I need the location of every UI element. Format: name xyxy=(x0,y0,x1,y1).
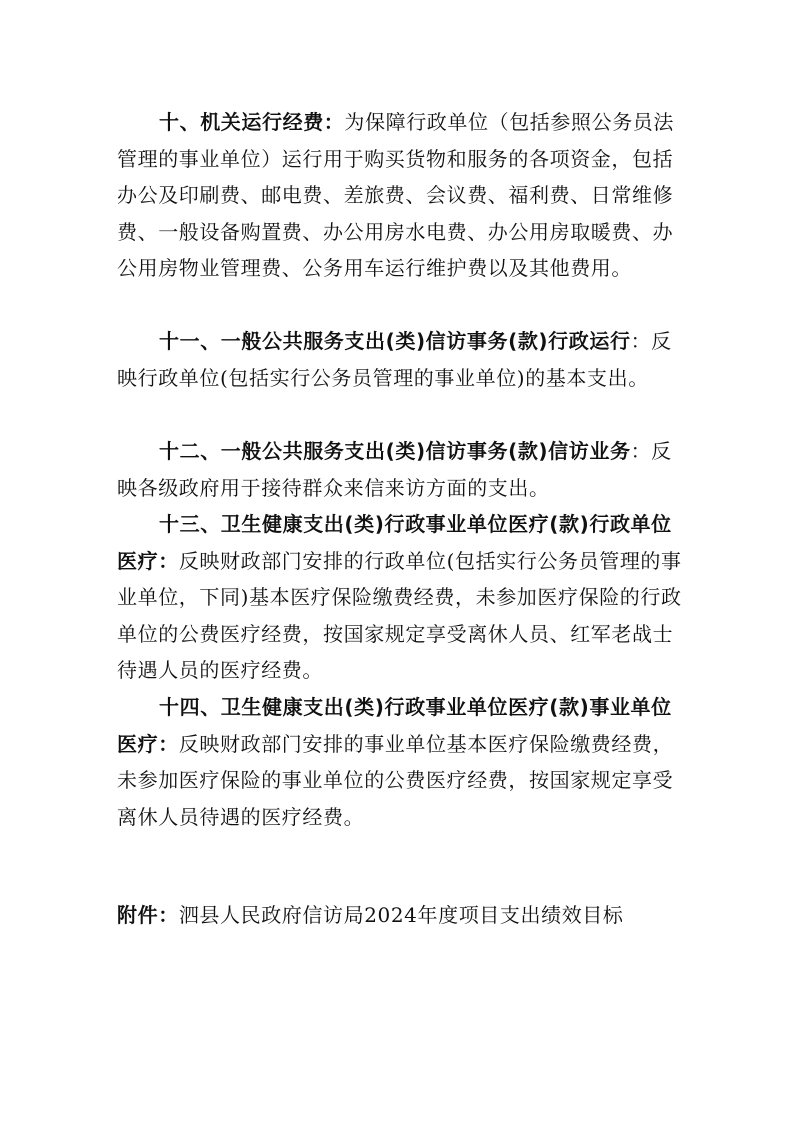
attachment-label: 附件： xyxy=(117,903,179,927)
paragraph-operating-expenses xyxy=(117,104,683,287)
paragraph-body: ：反映各级政府用于接待群众来信来访方面的支出。 xyxy=(117,439,672,500)
paragraph-heading: 十、机关运行经费： xyxy=(159,110,345,134)
paragraph-heading: 十三、卫生健康支出(类)行政事业单位医疗(款)行政单位医疗： xyxy=(117,512,672,573)
paragraph-heading: 十二、一般公共服务支出(类)信访事务(款)信访业务 xyxy=(159,439,631,463)
paragraph-body: 为保障行政单位（包括参照公务员法管理的事业单位）运行用于购买货物和服务的各项资金，包括办公及印刷费、邮电费、差旅费、会议费、福利费、日常维修费、一般设备购置费、办公用房水电费、办公用房取暖费、办公用房物业管理费、公务用车运行维护费以及其他费用。 xyxy=(117,110,675,280)
paragraph-admin-unit-medical xyxy=(117,506,683,689)
attachment-line xyxy=(117,897,683,934)
paragraph-public-institution-medical xyxy=(117,689,683,835)
paragraph-heading: 十四、卫生健康支出(类)行政事业单位医疗(款)事业单位医疗： xyxy=(117,695,672,756)
paragraph-body: ：反映行政单位(包括实行公务员管理的事业单位)的基本支出。 xyxy=(117,329,672,390)
paragraph-heading: 十一、一般公共服务支出(类)信访事务(款)行政运行 xyxy=(159,329,631,353)
paragraph-body: 反映财政部门安排的行政单位(包括实行公务员管理的事业单位，下同)基本医疗保险缴费经费，未参加医疗保险的行政单位的公费医疗经费，按国家规定享受离休人员、红军老战士待遇人员的医疗经费。 xyxy=(117,548,682,682)
paragraph-body: 反映财政部门安排的事业单位基本医疗保险缴费经费，未参加医疗保险的事业单位的公费医疗经费，按国家规定享受离休人员待遇的医疗经费。 xyxy=(117,731,674,829)
paragraph-petition-business xyxy=(117,433,683,506)
paragraph-petition-admin-operation xyxy=(117,323,683,396)
attachment-text: 泗县人民政府信访局2024年度项目支出绩效目标 xyxy=(178,903,624,927)
